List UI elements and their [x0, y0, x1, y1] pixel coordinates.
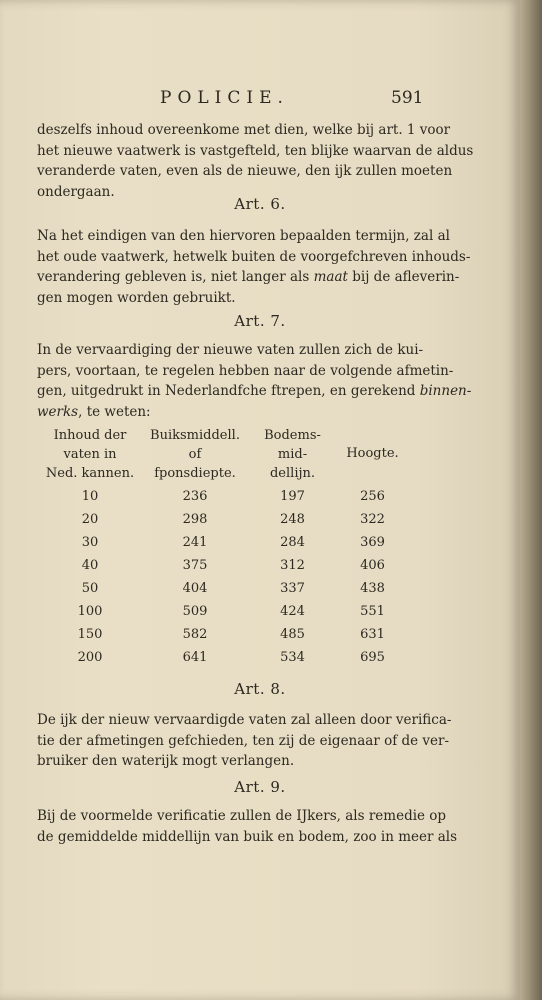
text-line: In de vervaardiging der nieuwe vaten zullen zich de kui-	[37, 342, 424, 358]
table-cell: 256	[360, 489, 385, 504]
table-cell: 241	[182, 535, 208, 550]
table-row	[40, 581, 420, 603]
table-cell: 509	[182, 604, 208, 619]
text-line: veranderde vaten, even als de nieuwe, den ijk zullen moeten	[37, 163, 453, 179]
table-cell: 40	[81, 558, 99, 573]
text-line: de gemiddelde middellijn van buik en bodem, zoo in meer als	[37, 828, 458, 845]
text-line: pers, voortaan, te regelen hebben naar de volgende afmetin-	[37, 362, 454, 379]
table-cell: 322	[360, 512, 385, 527]
table-row	[40, 650, 420, 672]
text-line: deszelfs inhoud overeenkome met dien, welke bij art. 1 voor	[37, 122, 451, 138]
table-cell: 424	[280, 604, 305, 619]
table-row	[40, 535, 420, 557]
article-6-paragraph	[37, 226, 471, 308]
text-line: ondergaan.	[37, 183, 115, 200]
text-line: het oude vaatwerk, hetwelk buiten de voorgefchreven inhouds-	[37, 248, 471, 265]
column-header-belly-diameter: Buiksmiddell. of fponsdiepte.	[150, 428, 240, 481]
text-line: gen, uitgedrukt in Nederlandfche ftrepen, en gerekend binnen-	[37, 383, 472, 399]
table-row	[40, 512, 420, 534]
column-header-height: Hoogte.	[346, 446, 399, 461]
table-row	[40, 604, 420, 626]
page-number: 591	[391, 88, 424, 108]
table-cell: 369	[360, 535, 385, 550]
table-cell: 50	[81, 581, 99, 596]
table-cell: 534	[280, 650, 305, 665]
italic-term: binnen-	[419, 383, 472, 399]
article-heading-9: Art. 9.	[234, 778, 286, 796]
table-cell: 284	[280, 535, 305, 550]
table-row	[40, 489, 420, 511]
table-cell: 248	[280, 512, 305, 527]
text-line: Bij de voormelde verificatie zullen de IJkers, als remedie op	[37, 808, 447, 824]
table-cell: 695	[360, 650, 385, 665]
table-cell: 200	[77, 650, 103, 665]
table-cell: 582	[182, 627, 208, 642]
table-cell: 312	[280, 558, 305, 573]
text-line: verandering gebleven is, niet langer als maat bij de afleverin-	[37, 269, 460, 285]
running-title: POLICIE.	[160, 88, 289, 108]
paragraph-continued	[37, 120, 474, 202]
table-cell: 438	[360, 581, 385, 596]
page-header	[0, 88, 520, 112]
table-cell: 20	[81, 512, 99, 527]
table-row	[40, 558, 420, 580]
column-header-bottom-diameter: Bodems- mid- dellijn.	[264, 428, 321, 481]
table-cell: 485	[280, 627, 305, 642]
table-cell: 375	[182, 558, 208, 573]
article-heading-6: Art. 6.	[234, 195, 286, 213]
text-line: Na het eindigen van den hiervoren bepaalden termijn, zal al	[37, 228, 450, 244]
text-line: het nieuwe vaatwerk is vastgefteld, ten blijke waarvan de aldus	[37, 142, 474, 159]
table-cell: 337	[280, 581, 305, 596]
column-header-volume: Inhoud der vaten in Ned. kannen.	[45, 428, 135, 481]
article-7-paragraph	[37, 340, 472, 422]
text-line: gen mogen worden gebruikt.	[37, 289, 236, 306]
table-cell: 631	[360, 627, 385, 642]
article-8-paragraph	[37, 710, 452, 772]
text-line: De ijk der nieuw vervaardigde vaten zal alleen door verifica-	[37, 712, 452, 728]
table-cell: 406	[360, 558, 385, 573]
table-cell: 551	[360, 604, 385, 619]
article-heading-8: Art. 8.	[234, 680, 286, 698]
table-cell: 150	[77, 627, 103, 642]
article-9-paragraph	[37, 806, 458, 847]
text-line: tie der afmetingen gefchieden, ten zij de eigenaar of de ver-	[37, 732, 450, 749]
table-cell: 298	[182, 512, 208, 527]
article-heading-7: Art. 7.	[234, 312, 286, 330]
text-line: werks, te weten:	[37, 403, 151, 420]
table-cell: 236	[182, 489, 208, 504]
table-cell: 10	[81, 489, 99, 504]
table-cell: 30	[81, 535, 99, 550]
table-cell: 197	[280, 489, 305, 504]
table-cell: 404	[182, 581, 208, 596]
page-edge	[520, 0, 542, 1000]
italic-term: maat	[313, 269, 348, 285]
table-cell: 641	[182, 650, 208, 665]
table-row	[40, 627, 420, 649]
table-cell: 100	[77, 604, 103, 619]
italic-term: werks	[37, 403, 79, 420]
text-line: bruiker den waterijk mogt verlangen.	[37, 753, 295, 769]
